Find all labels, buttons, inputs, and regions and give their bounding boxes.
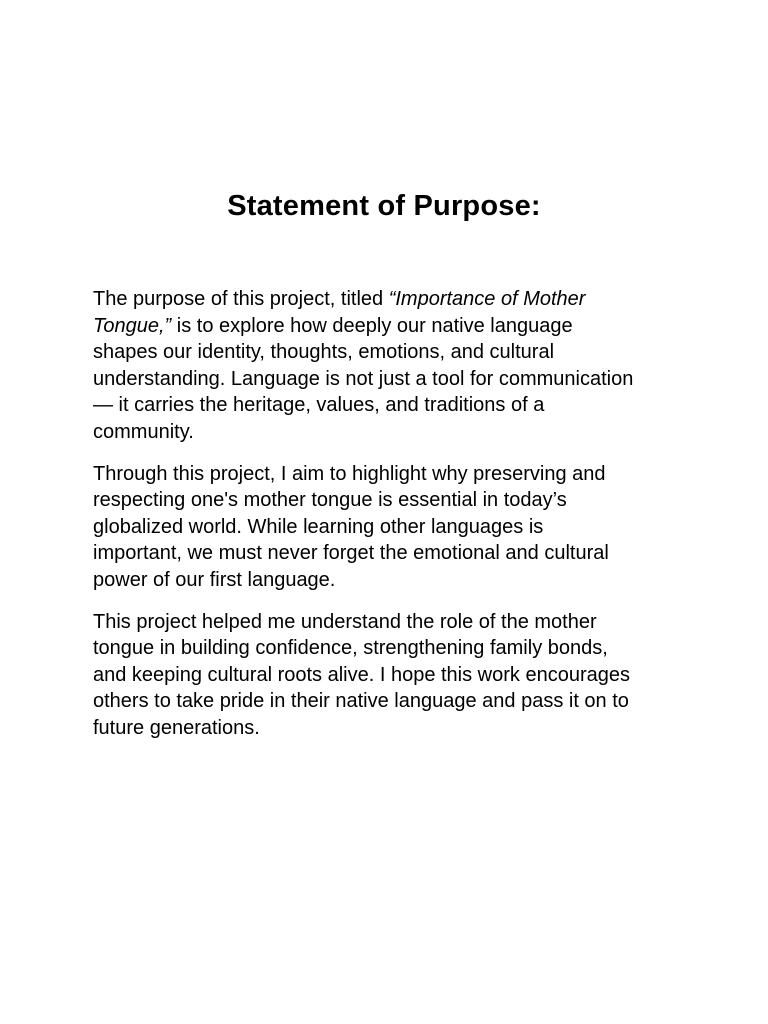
text-line: [93, 688, 683, 715]
text-segment: important, we must never forget the emotional and cultural: [93, 542, 609, 565]
text-segment: community.: [93, 420, 194, 443]
text-line: [93, 715, 683, 742]
text-line: [93, 419, 683, 446]
text-segment: and keeping cultural roots alive. I hope this work encourages: [93, 663, 630, 686]
text-line: [93, 392, 683, 419]
text-line: [93, 662, 683, 689]
text-segment: others to take pride in their native language and pass it on to: [93, 690, 629, 713]
text-segment: tongue in building confidence, strengthening family bonds,: [93, 637, 608, 660]
text-line: [93, 635, 683, 662]
italic-text: Tongue,”: [93, 314, 172, 337]
text-line: [93, 461, 683, 488]
text-line: [93, 286, 683, 313]
text-line: [93, 366, 683, 393]
text-line: [93, 514, 683, 541]
paragraph: [93, 286, 683, 446]
document-body: [93, 286, 683, 757]
text-line: [93, 487, 683, 514]
text-segment: This project helped me understand the role of the mother: [93, 610, 597, 633]
italic-text: “Importance of Mother: [388, 288, 586, 310]
text-segment: globalized world. While learning other languages is: [93, 515, 544, 538]
text-segment: The purpose of this project, titled: [93, 288, 389, 310]
text-line: [93, 313, 683, 340]
page-title: Statement of Purpose:: [227, 190, 541, 222]
text-segment: respecting one's mother tongue is essential in today’s: [93, 489, 567, 512]
paragraph: [93, 461, 683, 594]
text-segment: is to explore how deeply our native language: [171, 314, 573, 337]
text-segment: future generations.: [93, 716, 260, 739]
text-line: [93, 540, 683, 567]
text-segment: understanding. Language is not just a tool for communication: [93, 367, 634, 390]
text-line: [93, 609, 683, 636]
text-segment: Through this project, I aim to highlight why preserving and: [93, 462, 606, 485]
text-line: [93, 567, 683, 594]
text-segment: — it carries the heritage, values, and traditions of a: [93, 394, 545, 417]
text-segment: power of our first language.: [93, 568, 336, 591]
text-segment: shapes our identity, thoughts, emotions, and cultural: [93, 341, 555, 364]
paragraph: [93, 609, 683, 742]
text-line: [93, 339, 683, 366]
